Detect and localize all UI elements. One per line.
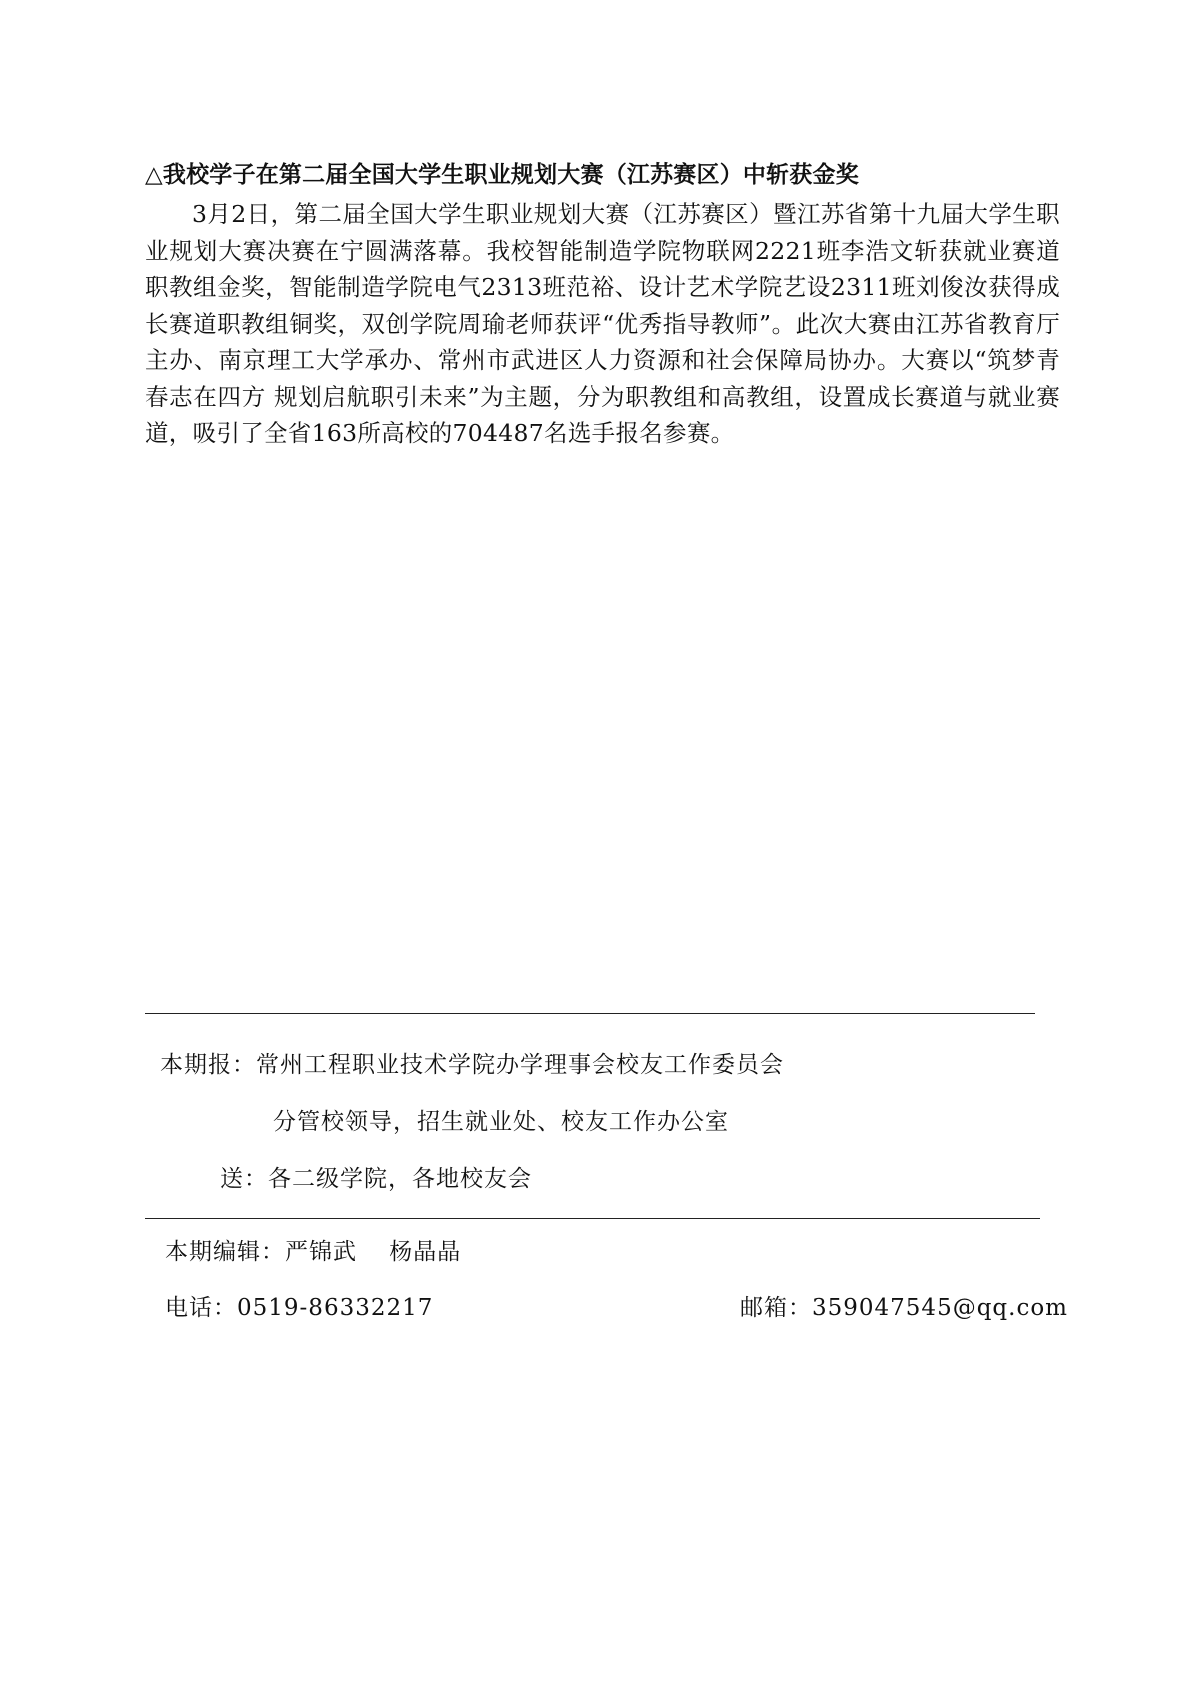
article-body: 3月2日，第二届全国大学生职业规划大赛（江苏赛区）暨江苏省第十九届大学生职业规划大赛决赛在宁圆满落幕。我校智能制造学院物联网2221班李浩文斩获就业赛道职教组金奖，智能制造学院电气2313班范裕、设计艺术学院艺设2311班刘俊汝获得成长赛道职教组铜奖，双创学院周瑜老师获评“优秀指导教师”。此次大赛由江苏省教育厅主办、南京理工大学承办、常州市武进区人力资源和社会保障局协办。大赛以“筑梦青春志在四方 规划启航职引未来”为主题，分为职教组和高教组，设置成长赛道与就业赛道，吸引了全省163所高校的704487名选手报名参赛。 xyxy=(145,200,1060,447)
news-article xyxy=(145,158,1060,452)
footer-editors: 本期编辑：严锦武 杨晶晶 xyxy=(165,1239,462,1265)
footer-divider-top xyxy=(145,1013,1035,1014)
footer-divider-bottom xyxy=(145,1218,1040,1219)
footer-report-line-2: 分管校领导，招生就业处、校友工作办公室 xyxy=(273,1109,729,1135)
footer-phone: 电话：0519-86332217 xyxy=(165,1295,434,1321)
footer-send-line: 送：各二级学院，各地校友会 xyxy=(220,1166,532,1192)
footer-report-line: 本期报：常州工程职业技术学院办学理事会校友工作委员会 xyxy=(160,1052,784,1078)
footer-email: 邮箱：359047545@qq.com xyxy=(740,1295,1068,1321)
article-headline: △我校学子在第二届全国大学生职业规划大赛（江苏赛区）中斩获金奖 xyxy=(145,162,859,188)
